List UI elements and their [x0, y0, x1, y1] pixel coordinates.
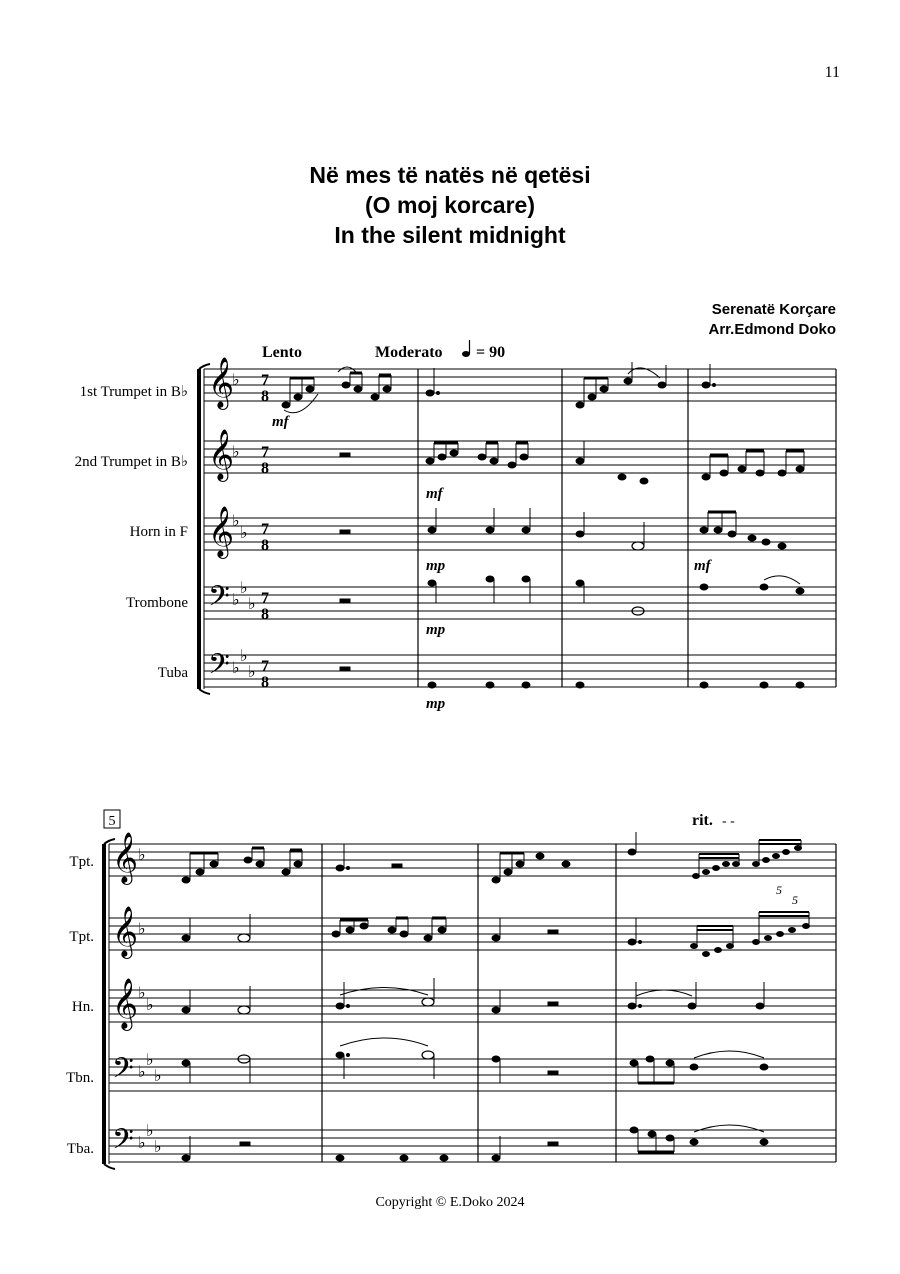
svg-text:♭: ♭	[138, 921, 146, 938]
instrument-abbr-trumpet-1: Tpt.	[69, 854, 94, 870]
trumpet1-notes	[182, 832, 802, 883]
svg-text:♭: ♭	[232, 513, 240, 530]
svg-text:♭: ♭	[138, 1135, 146, 1152]
tempo-moderato: Moderato	[375, 344, 443, 361]
bass-clef-icon	[208, 582, 230, 687]
svg-text:♭: ♭	[154, 1139, 162, 1156]
arranger-credit: Arr.Edmond Doko	[708, 321, 836, 338]
svg-text:8: 8	[261, 537, 269, 554]
instrument-abbr-trombone: Tbn.	[66, 1070, 94, 1086]
svg-text:𝄢: 𝄢	[208, 582, 230, 619]
svg-text:8: 8	[261, 388, 269, 405]
bass-clef-icon	[112, 1054, 134, 1162]
svg-text:8: 8	[261, 674, 269, 691]
trumpet1-notes	[282, 362, 716, 413]
horn-notes	[340, 508, 786, 550]
key-signatures	[138, 847, 162, 1156]
tuba-notes	[340, 667, 804, 688]
svg-text:7: 7	[261, 372, 269, 389]
metronome-mark: = 90	[476, 344, 506, 361]
svg-text:♭: ♭	[232, 592, 240, 609]
instrument-abbr-tuba: Tba.	[66, 1141, 94, 1157]
svg-text:♭: ♭	[240, 580, 248, 597]
quarter-note-icon	[462, 340, 470, 357]
piece-english-title: In the silent midnight	[334, 222, 566, 248]
svg-text:7: 7	[261, 658, 269, 675]
piece-title: Në mes të natës në qetësi	[309, 162, 591, 188]
svg-text:♭: ♭	[146, 1052, 154, 1069]
instrument-trumpet-2: 2nd Trumpet in B♭	[74, 454, 188, 470]
svg-text:𝄞: 𝄞	[112, 907, 139, 956]
svg-text:♭: ♭	[146, 997, 154, 1014]
svg-text:8: 8	[261, 460, 269, 477]
trombone-notes	[182, 1038, 768, 1083]
copyright-footer: Copyright © E.Doko 2024	[375, 1195, 525, 1210]
staff-lines	[204, 369, 836, 687]
svg-text:♭: ♭	[138, 985, 146, 1002]
treble-clef-icon	[112, 833, 138, 1031]
dynamic-horn-m2: mp	[426, 558, 446, 574]
measure-number: 5	[108, 814, 116, 829]
svg-text:8: 8	[261, 606, 269, 623]
time-signature	[261, 372, 269, 691]
barlines	[418, 369, 836, 687]
svg-text:𝄢: 𝄢	[112, 1125, 134, 1162]
instrument-tuba: Tuba	[157, 665, 188, 681]
dynamic-tuba: mp	[426, 696, 446, 712]
svg-text:7: 7	[261, 444, 269, 461]
page-number: 11	[824, 64, 840, 81]
trumpet2-notes	[340, 441, 804, 484]
svg-text:♭: ♭	[138, 847, 146, 864]
svg-text:𝄞: 𝄞	[208, 358, 235, 407]
svg-text:𝄢: 𝄢	[208, 650, 230, 687]
svg-text:♭: ♭	[138, 1064, 146, 1081]
svg-text:7: 7	[261, 521, 269, 538]
svg-text:♭: ♭	[248, 664, 256, 681]
rit-marking: rit.	[692, 812, 713, 829]
svg-text:♭: ♭	[240, 648, 248, 665]
instrument-trombone: Trombone	[126, 595, 188, 611]
instrument-abbr-horn: Hn.	[71, 999, 94, 1015]
svg-text:𝄞: 𝄞	[208, 507, 235, 556]
tuplet-5-trumpet1: 5	[776, 883, 782, 897]
dynamic-trombone: mp	[426, 622, 446, 638]
tempo-lento: Lento	[262, 344, 302, 361]
svg-text:♭: ♭	[232, 372, 240, 389]
horn-notes	[182, 978, 764, 1014]
svg-text:♭: ♭	[232, 660, 240, 677]
staff-lines	[109, 844, 836, 1162]
dynamic-horn-m4: mf	[694, 558, 711, 574]
svg-text:♭: ♭	[240, 525, 248, 542]
tuplet-5-trumpet2: 5	[792, 893, 798, 907]
dynamic-trumpet2: mf	[426, 486, 443, 502]
svg-text:𝄞: 𝄞	[112, 979, 139, 1028]
piece-subtitle: (O moj korcare)	[365, 192, 535, 218]
treble-clef-icon	[208, 358, 234, 559]
svg-text:♭: ♭	[154, 1068, 162, 1085]
system-2	[0, 780, 900, 1200]
svg-text:♭: ♭	[248, 596, 256, 613]
svg-text:𝄞: 𝄞	[112, 833, 139, 882]
instrument-abbr-trumpet-2: Tpt.	[69, 929, 94, 945]
rit-dashes: - -	[722, 814, 735, 829]
svg-text:♭: ♭	[232, 444, 240, 461]
svg-text:7: 7	[261, 590, 269, 607]
instrument-horn: Horn in F	[129, 524, 188, 540]
instrument-trumpet-1: 1st Trumpet in B♭	[79, 384, 188, 400]
svg-text:𝄞: 𝄞	[208, 430, 235, 479]
source-credit: Serenatë Korçare	[711, 301, 836, 318]
svg-text:♭: ♭	[146, 1123, 154, 1140]
svg-text:𝄢: 𝄢	[112, 1054, 134, 1091]
dynamic-trumpet1: mf	[272, 414, 289, 430]
